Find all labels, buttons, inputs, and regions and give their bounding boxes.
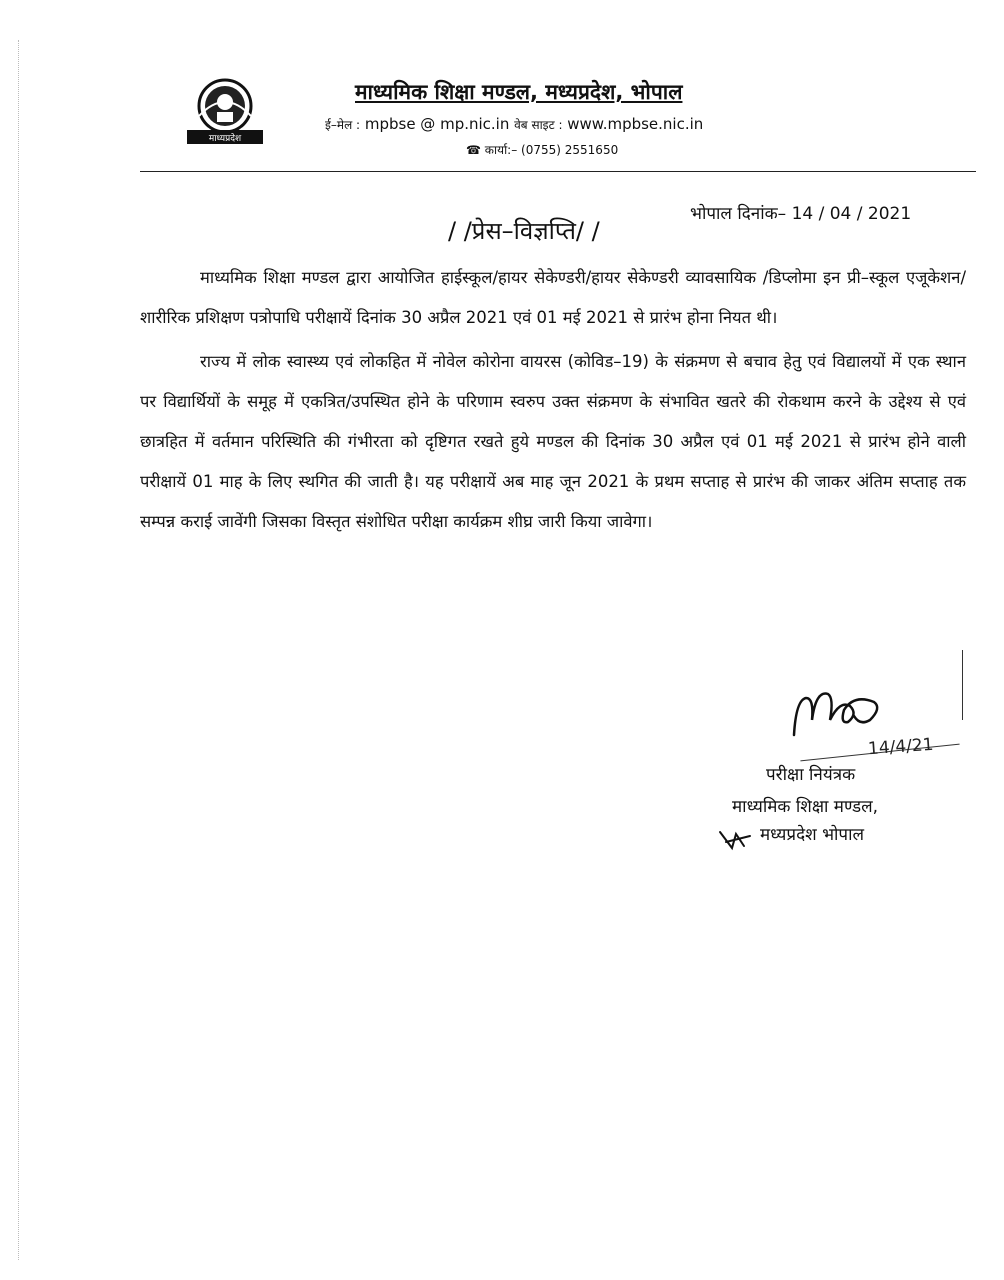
phone-number: (0755) 2551650 bbox=[521, 143, 619, 157]
scan-edge-line bbox=[18, 40, 19, 1260]
phone-label: कार्या:– bbox=[484, 143, 518, 157]
phone-icon: ☎ bbox=[466, 143, 481, 157]
email-text: mpbse @ mp.nic.in bbox=[364, 115, 510, 133]
paragraph-2: राज्य में लोक स्वास्थ्य एवं लोकहित में नोवेल कोरोना वायरस (कोविड–19) के संक्रमण से बचाव हेतु एवं विद्यालयों में एक स्थान पर विद्यार्थियों के समूह में एकत्रित/उपस्थित होने के परिणाम स्वरुप उक्त संक्रमण के संभावित खतरे की रोकथाम करने के उद्देश्य से एवं छात्रहित में वर्तमान परिस्थिति की गंभीरता को दृष्टिगत रखते हुये मण्डल की दिनांक 30 अप्रैल एवं 01 मई 2021 से प्रारंभ होने वाली परीक्षायें 01 माह के लिए स्थगित की जाती है। यह परीक्षायें अब माह जून 2021 के प्रथम सप्ताह से प्रारंभ की जाकर अंतिम सप्ताह तक सम्पन्न कराई जावेंगी जिसका विस्तृत संशोधित परीक्षा कार्यक्रम शीघ्र जारी किया जावेगा। bbox=[140, 352, 966, 531]
organization-name: माध्यमिक शिक्षा मण्डल, bbox=[732, 797, 879, 817]
initial-mark bbox=[716, 826, 754, 852]
logo-caption: माध्यप्रदेश bbox=[208, 134, 242, 144]
place-name: मध्यप्रदेश भोपाल bbox=[760, 825, 865, 845]
handwritten-date: 14/4/21 bbox=[867, 734, 935, 760]
press-release-heading: / /प्रेस–विज्ञप्ति/ / bbox=[448, 217, 600, 245]
margin-mark bbox=[962, 650, 963, 720]
email-label: ई–मेल : bbox=[325, 118, 361, 132]
contact-line bbox=[325, 115, 795, 133]
board-title: माध्यमिक शिक्षा मण्डल, मध्यप्रदेश, भोपाल bbox=[355, 80, 683, 104]
paragraph-1: माध्यमिक शिक्षा मण्डल द्वारा आयोजित हाईस्कूल/हायर सेकेण्डरी/हायर सेकेण्डरी व्यावसायिक /डिप्लोमा इन प्री–स्कूल एजूकेशन/शारीरिक प्रशिक्षण पत्रोपाधि परीक्षायें दिनांक 30 अप्रैल 2021 एवं 01 मई 2021 से प्रारंभ होना नियत थी। bbox=[140, 268, 966, 327]
phone-line bbox=[466, 141, 706, 158]
board-emblem-icon bbox=[183, 76, 267, 146]
issue-date: भोपाल दिनांक– 14 / 04 / 2021 bbox=[690, 204, 912, 224]
website-label: वेब साइट : bbox=[514, 118, 563, 132]
release-body bbox=[140, 258, 966, 542]
header-divider bbox=[140, 171, 976, 172]
website-text: www.mpbse.nic.in bbox=[567, 115, 704, 133]
designation: परीक्षा नियंत्रक bbox=[766, 765, 856, 785]
